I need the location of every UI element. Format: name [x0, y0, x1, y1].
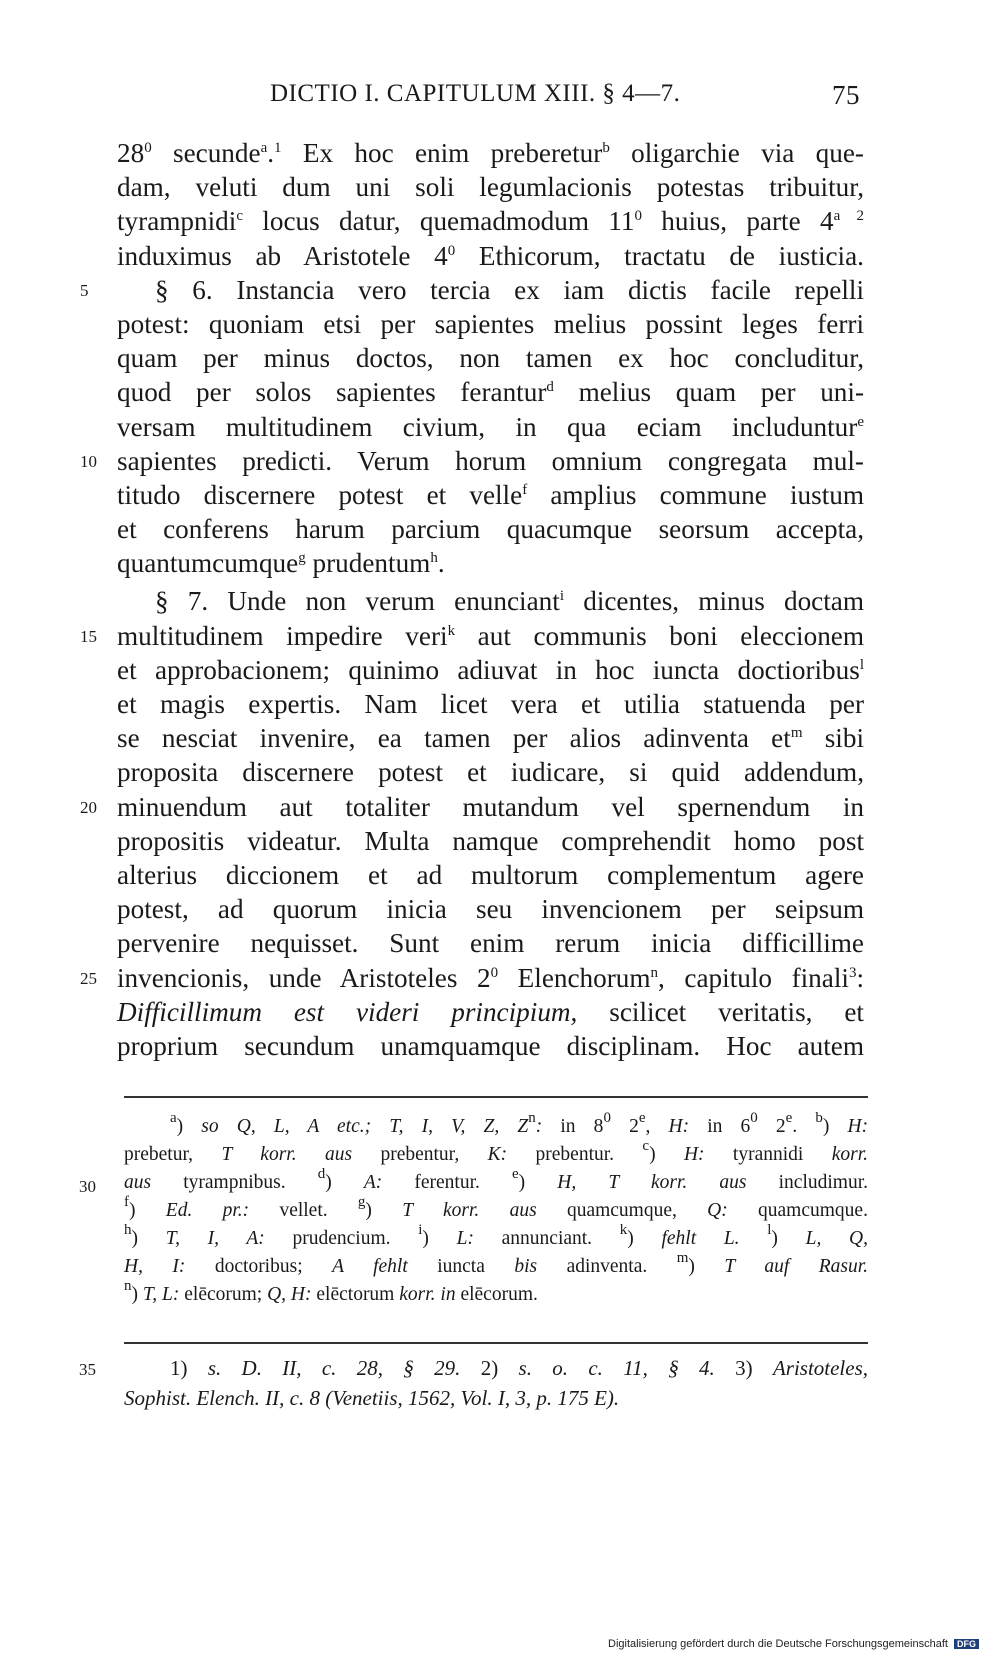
text-run: melius quam per uni-: [553, 377, 864, 408]
italic-text: H, I:: [124, 1256, 186, 1277]
note-marker: g: [357, 1194, 366, 1210]
text-run: ): [131, 1228, 166, 1249]
text-run: elēctorum: [311, 1284, 400, 1305]
text-run: pervenire nequisset. Sunt enim rerum inicia difficillime: [117, 928, 864, 959]
text-run: in 8: [542, 1116, 604, 1137]
text-run: annunciant.: [473, 1228, 620, 1249]
italic-text: H:: [668, 1116, 690, 1137]
text-run: includimur.: [746, 1172, 868, 1193]
text-line: [117, 478, 864, 512]
dfg-logo: DFG: [954, 1639, 979, 1649]
italic-text: s. o. c. 11, § 4.: [518, 1356, 715, 1380]
text-line: [117, 546, 864, 580]
note-marker: n: [124, 1278, 132, 1294]
text-run: vellet.: [249, 1200, 358, 1221]
note-marker: 0: [490, 964, 499, 981]
running-header: [115, 80, 860, 116]
text-line: [117, 204, 864, 238]
text-line: [117, 307, 864, 341]
text-run: Elenchorum: [498, 962, 651, 993]
text-run: ,: [645, 1116, 669, 1137]
italic-text: T, L:: [142, 1284, 180, 1305]
line-number: 15: [80, 626, 97, 646]
text-run: 2: [610, 1116, 639, 1137]
note-marker: c: [236, 208, 243, 225]
text-run: .: [437, 548, 445, 579]
text-run: quamcumque,: [536, 1200, 708, 1221]
text-run: 1): [170, 1356, 208, 1380]
text-run: ): [325, 1172, 364, 1193]
text-run: prudencium.: [264, 1228, 419, 1249]
text-run: dam, veluti dum uni soli legumlacionis potestas tribuitur,: [117, 172, 864, 203]
italic-text: Difficillimum est videri principium,: [117, 996, 578, 1027]
italic-text: Sophist. Elench. II, c. 8 (Venetiis, 1562, Vol. I, 3, p. 175 E).: [124, 1386, 620, 1410]
text-run: :: [856, 962, 865, 993]
apparatus-line: [124, 1278, 868, 1309]
text-run: minuendum aut totaliter mutandum vel spernendum in: [117, 791, 864, 822]
reference-line: [79, 1353, 869, 1383]
italic-text: Ed. pr.:: [165, 1200, 250, 1221]
text-line: [117, 410, 864, 444]
text-line: [117, 926, 864, 960]
text-run: invencionis, unde Aristoteles 2: [117, 962, 491, 993]
note-marker: 1: [274, 140, 282, 156]
source-references: [79, 1353, 869, 1413]
text-run: § 6. Instancia vero tercia ex iam dictis facile repelli: [155, 274, 864, 305]
text-line: [80, 273, 864, 307]
text-run: ): [822, 1116, 848, 1137]
note-marker: f: [124, 1194, 129, 1210]
text-run: ): [365, 1200, 403, 1221]
text-line: [117, 687, 864, 721]
note-marker: c: [642, 1138, 650, 1154]
note-marker: d: [317, 1166, 326, 1182]
italic-text: T korr. aus: [221, 1144, 353, 1165]
italic-text: fehlt L.: [661, 1228, 740, 1249]
italic-text: A fehlt: [332, 1256, 408, 1277]
text-run: et magis expertis. Nam licet vera et utilia statuenda per: [117, 689, 864, 719]
text-run: oligarchie via que-: [609, 138, 864, 168]
italic-text: aus: [124, 1172, 152, 1193]
text-run: titudo discernere potest et velle: [117, 479, 523, 510]
running-title: DICTIO I. CAPITULUM XIII. § 4—7.: [270, 80, 681, 107]
text-run: ferentur.: [382, 1172, 512, 1193]
text-line: [80, 961, 865, 995]
note-marker: m: [790, 725, 803, 742]
text-run: versam multitudinem civium, in qua eciam includuntur: [117, 411, 858, 442]
text-line: [80, 619, 865, 653]
text-run: huius, parte 4: [642, 206, 834, 237]
note-marker: 0: [144, 140, 152, 156]
text-line: [117, 653, 864, 687]
line-number: 35: [79, 1360, 96, 1379]
text-run: prebetur,: [124, 1144, 222, 1165]
apparatus-divider: [124, 1096, 868, 1098]
text-line: [117, 584, 864, 618]
text-run: tyrannidi: [704, 1144, 832, 1165]
text-run: Ethicorum, tractatu de iusticia.: [455, 240, 864, 271]
text-line: [117, 136, 864, 170]
credit-text: Digitalisierung gefördert durch die Deutsche Forschungsgemeinschaft: [608, 1638, 948, 1650]
text-run: ): [627, 1228, 662, 1249]
note-marker: l: [767, 1222, 772, 1238]
text-run: propositis videatur. Multa namque comprehendit homo post: [117, 825, 864, 856]
text-line: [117, 755, 864, 789]
note-marker: k: [619, 1222, 628, 1238]
note-marker: 0: [447, 242, 456, 259]
text-run: sapientes predicti. Verum horum omnium congregata mul-: [117, 445, 864, 476]
note-marker: e: [857, 413, 864, 430]
apparatus-line: [79, 1166, 868, 1197]
text-run: scilicet veritatis, et: [577, 996, 864, 1027]
text-line: [117, 375, 864, 409]
text-run: , capitulo finali: [658, 962, 849, 993]
text-run: proprium secundum unamquamque disciplinam. Hoc autem: [117, 1030, 864, 1061]
text-run: induximus ab Aristotele 4: [117, 240, 448, 271]
text-run: alterius diccionem et ad multorum complementum agere: [117, 859, 864, 890]
text-run: ): [688, 1256, 725, 1277]
note-marker: n: [528, 1110, 536, 1126]
text-line: [117, 721, 864, 755]
note-marker: i: [559, 588, 565, 605]
italic-text: so Q, L, A etc.; T, I, V, Z, Z: [201, 1116, 529, 1137]
text-run: Ex hoc enim preberetur: [281, 138, 603, 168]
note-marker: a: [170, 1110, 177, 1126]
italic-text: H:: [847, 1116, 869, 1137]
note-marker: m: [676, 1250, 689, 1266]
text-line: [117, 858, 864, 892]
digitization-credit: [608, 1638, 979, 1650]
text-run: tyrampnibus.: [151, 1172, 318, 1193]
text-run: se nesciat invenire, ea tamen per alios adinventa et: [117, 723, 791, 754]
note-marker: k: [447, 622, 456, 639]
apparatus-line: [124, 1110, 869, 1141]
italic-text: H, T korr. aus: [557, 1172, 747, 1193]
italic-text: A:: [363, 1172, 383, 1193]
text-run: ): [129, 1200, 166, 1221]
text-run: multitudinem impedire veri: [117, 620, 448, 651]
note-marker: e: [785, 1110, 793, 1126]
line-number: 30: [79, 1177, 96, 1196]
note-marker: 0: [634, 208, 642, 225]
note-marker: i: [418, 1222, 423, 1238]
text-run: 2): [460, 1356, 519, 1380]
text-line: [117, 170, 864, 204]
text-run: amplius commune iustum: [527, 479, 864, 510]
italic-text: :: [535, 1116, 543, 1137]
text-run: prebentur,: [352, 1144, 488, 1165]
italic-text: T, I, A:: [165, 1228, 265, 1249]
text-run: 28: [117, 138, 145, 168]
text-run: quantumcumque: [117, 548, 299, 579]
text-run: proposita discernere potest et iudicare, si quid addendum,: [117, 757, 864, 788]
note-marker: f: [522, 481, 528, 498]
text-run: potest, ad quorum inicia seu invencionem per seipsum: [117, 894, 864, 925]
line-number: 5: [80, 280, 89, 300]
text-run: elēcorum;: [179, 1284, 268, 1305]
note-marker: l: [859, 656, 864, 673]
italic-text: L:: [456, 1228, 474, 1249]
apparatus-line: [124, 1194, 868, 1225]
text-run: sibi: [802, 723, 864, 754]
italic-text: s. D. II, c. 28, § 29.: [207, 1356, 461, 1380]
note-marker: b: [815, 1110, 823, 1126]
main-text: [80, 136, 865, 1063]
note-marker: e: [638, 1110, 646, 1126]
text-line: [117, 512, 864, 546]
italic-text: T korr. aus: [402, 1200, 537, 1221]
text-run: prebentur.: [507, 1144, 643, 1165]
text-run: in 6: [689, 1116, 751, 1137]
note-marker: g: [298, 550, 306, 567]
references-divider: [124, 1342, 868, 1344]
line-number: 25: [80, 968, 97, 988]
text-run: aut communis boni eleccionem: [455, 620, 865, 651]
italic-text: bis: [514, 1256, 538, 1277]
text-run: dicentes, minus doctam: [564, 586, 865, 617]
italic-text: H:: [683, 1144, 705, 1165]
text-line: [117, 239, 864, 273]
reference-line: [124, 1383, 868, 1413]
note-marker: 0: [750, 1110, 758, 1126]
line-number: 10: [80, 451, 97, 471]
text-run: ): [422, 1228, 457, 1249]
text-run: [740, 1228, 768, 1249]
italic-text: T auf Rasur.: [724, 1256, 868, 1277]
text-run: et approbacionem; quinimo adiuvat in hoc iuncta doctioribus: [117, 654, 860, 685]
page-number: 75: [832, 80, 860, 110]
text-run: ): [131, 1284, 143, 1305]
note-marker: n: [650, 964, 659, 981]
italic-text: Aristoteles,: [772, 1356, 869, 1380]
text-run: iuncta: [407, 1256, 515, 1277]
italic-text: L, Q,: [805, 1228, 869, 1249]
italic-text: Q, H:: [267, 1284, 312, 1305]
text-run: prudentum: [305, 548, 431, 579]
critical-apparatus: [79, 1110, 869, 1309]
note-marker: 0: [603, 1110, 611, 1126]
text-run: § 7. Unde non verum enunciant: [155, 586, 560, 617]
note-marker: 3: [848, 964, 857, 981]
text-run: et conferens harum parcium quacumque seorsum accepta,: [117, 514, 864, 545]
italic-text: K:: [487, 1144, 508, 1165]
text-run: potest: quoniam etsi per sapientes melius possint leges ferri: [117, 308, 864, 339]
note-marker: d: [546, 379, 554, 396]
text-run: quam per minus doctos, non tamen ex hoc concluditur,: [117, 343, 864, 374]
line-number: 20: [80, 797, 97, 817]
text-run: locus datur, quemadmodum 11: [242, 206, 635, 237]
note-marker: h: [124, 1222, 132, 1238]
text-run: ): [649, 1144, 684, 1165]
text-run: tyrampnidi: [117, 206, 237, 237]
note-marker: e: [512, 1166, 519, 1182]
italic-text: korr.: [831, 1144, 868, 1165]
note-marker: b: [602, 140, 610, 156]
note-marker: a 2: [833, 208, 864, 225]
text-line: [117, 995, 864, 1029]
text-run: doctoribus;: [185, 1256, 333, 1277]
text-run: ): [518, 1172, 558, 1193]
text-line: [117, 1029, 864, 1063]
apparatus-line: [124, 1250, 868, 1281]
note-marker: a: [260, 140, 268, 156]
text-line: [117, 824, 864, 858]
text-run: quamcumque.: [727, 1200, 868, 1221]
apparatus-line: [124, 1222, 869, 1253]
text-run: ): [176, 1116, 202, 1137]
text-run: .: [792, 1116, 816, 1137]
text-run: 3): [714, 1356, 773, 1380]
text-run: quod per solos sapientes ferantur: [117, 377, 547, 408]
text-line: [80, 790, 864, 824]
italic-text: Q:: [707, 1200, 728, 1221]
text-run: elēcorum.: [455, 1284, 538, 1305]
text-run: ): [771, 1228, 806, 1249]
text-run: .: [267, 138, 275, 168]
text-line: [117, 341, 864, 375]
text-line: [117, 892, 864, 926]
text-run: secunde: [151, 138, 261, 168]
text-run: adinventa.: [537, 1256, 677, 1277]
text-line: [80, 444, 864, 478]
note-marker: h: [430, 550, 438, 567]
apparatus-line: [124, 1138, 868, 1169]
italic-text: korr. in: [399, 1284, 456, 1305]
text-run: 2: [757, 1116, 786, 1137]
